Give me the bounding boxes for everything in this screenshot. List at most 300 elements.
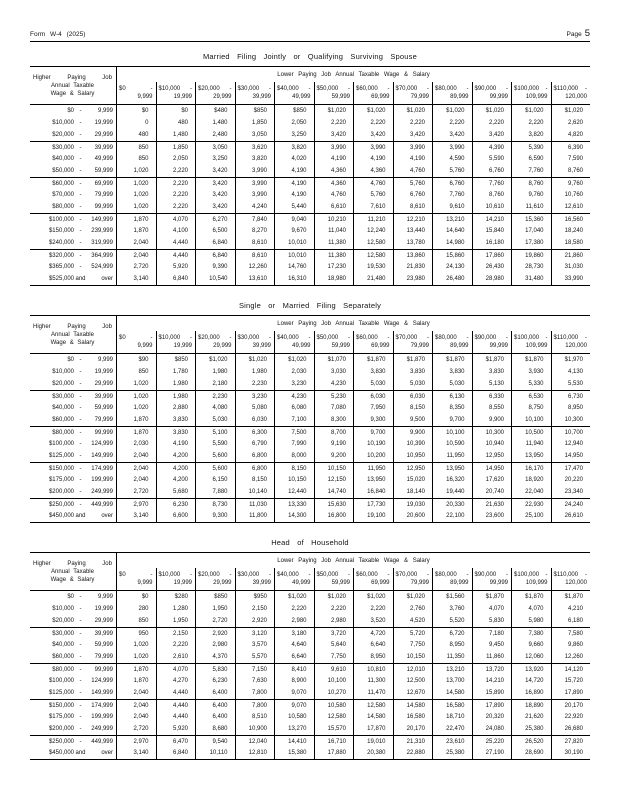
table-row bbox=[30, 213, 590, 225]
wage-cell: 5,920 bbox=[156, 261, 196, 273]
row-label-lower-bound: $320,000 bbox=[48, 253, 74, 259]
wage-cell: 850 bbox=[116, 366, 156, 378]
row-label-lower-bound: $150,000 bbox=[48, 228, 74, 234]
wage-cell: 8,950 bbox=[353, 651, 393, 663]
wage-cell: 12,940 bbox=[551, 438, 591, 450]
wage-cell: 6,600 bbox=[156, 510, 196, 522]
wage-cell: $1,870 bbox=[432, 354, 472, 366]
row-label-separator: - bbox=[79, 714, 82, 720]
wage-cell: $1,560 bbox=[432, 591, 472, 603]
wage-cell: 16,320 bbox=[432, 474, 472, 486]
wage-cell: 10,010 bbox=[274, 250, 314, 262]
wage-cell: 4,720 bbox=[353, 628, 393, 640]
wage-cell: $1,020 bbox=[393, 105, 433, 117]
wage-cell: 5,760 bbox=[393, 178, 433, 190]
wage-cell: 10,300 bbox=[551, 414, 591, 426]
higher-header-line3: Wage & Salary bbox=[50, 339, 95, 346]
table-row bbox=[30, 426, 590, 438]
table-row bbox=[30, 450, 590, 462]
wage-cell: 4,820 bbox=[551, 129, 591, 141]
wage-cell: 2,230 bbox=[195, 391, 235, 403]
wage-cell: 2,050 bbox=[274, 117, 314, 129]
row-label-lower-bound: $20,000 bbox=[52, 381, 74, 387]
wage-cell: 5,830 bbox=[472, 615, 512, 627]
row-label-upper-bound: 249,999 bbox=[91, 726, 113, 732]
wage-cell: 8,610 bbox=[393, 201, 433, 213]
col-header-lower-bound: $30,000 bbox=[237, 572, 260, 578]
wage-cell: $280 bbox=[156, 591, 196, 603]
col-header-upper-bound: 99,999 bbox=[489, 94, 508, 100]
wage-cell: 2,030 bbox=[274, 366, 314, 378]
col-header-range-start bbox=[198, 572, 232, 578]
col-header bbox=[195, 82, 235, 104]
col-header-upper-bound: 89,999 bbox=[450, 580, 469, 586]
higher-header-word: Paying bbox=[67, 560, 86, 567]
wage-cell: 11,030 bbox=[235, 499, 275, 511]
wage-cell: 17,620 bbox=[472, 474, 512, 486]
wage-cell: 9,390 bbox=[195, 261, 235, 273]
wage-cell: 6,840 bbox=[195, 237, 235, 249]
wage-cell: 2,040 bbox=[116, 250, 156, 262]
col-header-upper-bound: 89,999 bbox=[450, 343, 469, 349]
row-label-upper-bound: 199,999 bbox=[91, 477, 113, 483]
range-dash: - bbox=[150, 335, 153, 341]
col-header-range-start bbox=[514, 572, 548, 578]
col-header bbox=[116, 331, 156, 353]
higher-header-line1 bbox=[33, 561, 112, 567]
wage-cell: 23,340 bbox=[551, 486, 591, 498]
col-header-range-start bbox=[238, 86, 272, 92]
wage-cell: 11,940 bbox=[511, 438, 551, 450]
col-header-range-start bbox=[238, 572, 272, 578]
wage-cell: 8,150 bbox=[393, 402, 433, 414]
wage-cell: 13,440 bbox=[393, 225, 433, 237]
wage-cell: 2,610 bbox=[156, 651, 196, 663]
wage-cell: 6,790 bbox=[235, 438, 275, 450]
range-dash: - bbox=[585, 572, 587, 578]
wage-cell: 4,200 bbox=[156, 450, 196, 462]
wage-cell: 4,190 bbox=[314, 153, 354, 165]
wage-cell: 17,380 bbox=[511, 237, 551, 249]
wage-cell: 5,100 bbox=[195, 427, 235, 439]
range-dash: - bbox=[585, 86, 587, 92]
row-label-lower-bound: $30,000 bbox=[52, 145, 74, 151]
col-header-lower-bound: $110,000 bbox=[553, 86, 579, 92]
wage-cell: 4,760 bbox=[393, 165, 433, 177]
range-dash: - bbox=[387, 335, 390, 341]
range-dash: - bbox=[150, 86, 153, 92]
wage-cell: 8,900 bbox=[274, 675, 314, 687]
wage-cell: 15,860 bbox=[432, 250, 472, 262]
wage-cell: 33,990 bbox=[551, 273, 591, 285]
row-label-separator: - bbox=[79, 441, 82, 447]
row-label bbox=[30, 675, 116, 687]
col-header-upper-bound: 109,999 bbox=[525, 94, 548, 100]
table-row bbox=[30, 438, 590, 450]
wage-cell: $1,020 bbox=[314, 591, 354, 603]
row-label-upper-bound: 79,999 bbox=[94, 417, 113, 423]
row-label-upper-bound: 9,999 bbox=[97, 108, 113, 114]
table-row bbox=[30, 498, 590, 510]
col-header-range-start bbox=[119, 572, 153, 578]
col-header bbox=[472, 82, 512, 104]
table-header bbox=[30, 553, 590, 591]
row-label-upper-bound: 69,999 bbox=[94, 181, 113, 187]
row-label-lower-bound: $80,000 bbox=[52, 667, 74, 673]
row-label-lower-bound: $80,000 bbox=[52, 430, 74, 436]
wage-cell: 14,950 bbox=[551, 450, 591, 462]
col-header-lower-bound: $0 bbox=[119, 335, 126, 341]
wage-cell: 10,760 bbox=[551, 189, 591, 201]
wage-cell: 12,260 bbox=[235, 261, 275, 273]
wage-cell: 10,900 bbox=[235, 723, 275, 735]
row-label-separator: - bbox=[79, 228, 82, 234]
wage-cell: 2,220 bbox=[511, 117, 551, 129]
wage-cell: 25,100 bbox=[511, 510, 551, 522]
higher-header-word: Job bbox=[102, 323, 112, 330]
row-label bbox=[30, 639, 116, 651]
row-label-upper-bound: 319,999 bbox=[91, 240, 113, 246]
wage-cell: 8,350 bbox=[432, 402, 472, 414]
row-label-upper-bound: 59,999 bbox=[94, 168, 113, 174]
row-label-upper-bound: 29,999 bbox=[94, 618, 113, 624]
wage-cell: 2,040 bbox=[116, 711, 156, 723]
wage-cell: 10,950 bbox=[393, 450, 433, 462]
wage-cell: 6,840 bbox=[156, 747, 196, 759]
row-label-lower-bound: $125,000 bbox=[48, 690, 74, 696]
row-label-separator: - bbox=[79, 132, 82, 138]
wage-cell: 9,900 bbox=[472, 414, 512, 426]
wage-cell: 18,980 bbox=[314, 273, 354, 285]
wage-cell: 2,720 bbox=[116, 486, 156, 498]
wage-cell: 480 bbox=[156, 117, 196, 129]
wage-cell: 3,990 bbox=[314, 142, 354, 154]
wage-cell: 6,230 bbox=[195, 675, 235, 687]
wage-cell: 15,720 bbox=[551, 675, 591, 687]
table-row bbox=[30, 675, 590, 687]
col-header-upper-bound: 49,999 bbox=[292, 343, 311, 349]
wage-cell: 2,720 bbox=[116, 723, 156, 735]
wage-cell: 11,860 bbox=[472, 651, 512, 663]
wage-cell: 4,190 bbox=[156, 438, 196, 450]
col-header-lower-bound: $10,000 bbox=[158, 572, 181, 578]
wage-cell: $0 bbox=[116, 591, 156, 603]
wage-cell: 4,070 bbox=[156, 664, 196, 676]
row-label-separator: - bbox=[79, 204, 82, 210]
row-label bbox=[30, 402, 116, 414]
section-title: Single or Married Filing Separately bbox=[238, 301, 382, 310]
wage-cell: 20,380 bbox=[353, 747, 393, 759]
row-label-lower-bound: $250,000 bbox=[48, 502, 74, 508]
row-label-separator: - bbox=[79, 145, 82, 151]
wage-cell: 23,980 bbox=[393, 273, 433, 285]
wage-cell: 18,710 bbox=[432, 711, 472, 723]
row-label-separator: - bbox=[79, 489, 82, 495]
row-label-lower-bound: $150,000 bbox=[48, 703, 74, 709]
wage-cell: 4,200 bbox=[156, 474, 196, 486]
range-dash: - bbox=[506, 86, 508, 92]
wage-cell: 1,850 bbox=[235, 117, 275, 129]
table-row bbox=[30, 117, 590, 129]
wage-cell: 28,730 bbox=[511, 261, 551, 273]
row-label-upper-bound: 79,999 bbox=[94, 192, 113, 198]
row-label-lower-bound: $0 bbox=[67, 108, 74, 114]
col-header-range-start bbox=[554, 572, 588, 578]
col-header-range-start bbox=[356, 335, 390, 341]
row-label-upper-bound: 59,999 bbox=[94, 642, 113, 648]
wage-cell: 4,360 bbox=[314, 178, 354, 190]
wage-cell: 2,880 bbox=[156, 402, 196, 414]
col-header-lower-bound: $90,000 bbox=[474, 335, 497, 341]
row-label-separator: - bbox=[79, 240, 82, 246]
wage-cell: $1,020 bbox=[511, 105, 551, 117]
wage-cell: 7,610 bbox=[353, 201, 393, 213]
wage-cell: 18,240 bbox=[551, 225, 591, 237]
range-dash: - bbox=[427, 572, 429, 578]
row-label-lower-bound: $20,000 bbox=[52, 618, 74, 624]
wage-cell: 2,040 bbox=[116, 700, 156, 712]
wage-cell: 7,800 bbox=[235, 700, 275, 712]
row-label-upper-bound: 149,999 bbox=[91, 217, 113, 223]
wage-cell: 8,300 bbox=[314, 414, 354, 426]
row-label bbox=[30, 165, 116, 177]
col-header-upper-bound: 69,999 bbox=[371, 580, 390, 586]
col-header-range-start bbox=[396, 572, 430, 578]
wage-cell: 1,870 bbox=[116, 427, 156, 439]
wage-cell: 6,270 bbox=[195, 214, 235, 226]
col-header bbox=[472, 568, 512, 590]
row-label-separator: - bbox=[79, 502, 82, 508]
row-label-separator: - bbox=[79, 726, 82, 732]
wage-cell: 11,380 bbox=[314, 237, 354, 249]
row-label-separator: - bbox=[79, 394, 82, 400]
wage-cell: 4,190 bbox=[393, 153, 433, 165]
wage-cell: 4,760 bbox=[314, 189, 354, 201]
wage-cell: 12,670 bbox=[393, 687, 433, 699]
wage-cell: 16,180 bbox=[472, 237, 512, 249]
row-label-separator: - bbox=[79, 678, 82, 684]
row-label-upper-bound: 9,999 bbox=[97, 594, 113, 600]
wage-cell: 1,020 bbox=[116, 639, 156, 651]
wage-cell: 25,220 bbox=[472, 736, 512, 748]
wage-cell: $1,020 bbox=[274, 591, 314, 603]
wage-cell: 4,760 bbox=[353, 178, 393, 190]
wage-cell: 12,440 bbox=[274, 486, 314, 498]
wage-cell: $1,020 bbox=[432, 105, 472, 117]
table-row bbox=[30, 639, 590, 651]
wage-cell: 16,580 bbox=[393, 711, 433, 723]
wage-cell: 5,230 bbox=[314, 391, 354, 403]
row-label-upper-bound: 174,999 bbox=[91, 466, 113, 472]
wage-cell: 8,950 bbox=[551, 402, 591, 414]
wage-cell: 1,020 bbox=[116, 178, 156, 190]
wage-cell: $850 bbox=[274, 105, 314, 117]
wage-cell: 13,330 bbox=[274, 499, 314, 511]
col-header-lower-bound: $90,000 bbox=[474, 572, 497, 578]
wage-cell: 2,220 bbox=[156, 189, 196, 201]
col-header-lower-bound: $40,000 bbox=[277, 572, 299, 578]
col-header-lower-bound: $80,000 bbox=[435, 572, 457, 578]
wage-cell: 5,330 bbox=[511, 378, 551, 390]
wage-cell: 13,700 bbox=[432, 675, 472, 687]
col-header bbox=[235, 568, 275, 590]
wage-cell: 11,350 bbox=[432, 651, 472, 663]
wage-cell: $1,870 bbox=[551, 591, 591, 603]
row-label-upper-bound: 124,999 bbox=[91, 441, 113, 447]
wage-cell: $1,020 bbox=[353, 105, 393, 117]
col-header-lower-bound: $10,000 bbox=[158, 335, 181, 341]
row-label-separator: - bbox=[79, 430, 82, 436]
wage-cell: 3,760 bbox=[432, 603, 472, 615]
wage-cell: 1,870 bbox=[116, 675, 156, 687]
col-header bbox=[551, 568, 591, 590]
table-row bbox=[30, 129, 590, 141]
wage-cell: 5,030 bbox=[353, 378, 393, 390]
wage-cell: 1,020 bbox=[116, 402, 156, 414]
wage-cell: 12,210 bbox=[393, 214, 433, 226]
table-header bbox=[30, 316, 590, 354]
table-row bbox=[30, 261, 590, 273]
wage-cell: 5,080 bbox=[235, 402, 275, 414]
wage-cell: 12,150 bbox=[314, 474, 354, 486]
higher-paying-job-header bbox=[30, 316, 116, 353]
wage-cell: 19,440 bbox=[432, 486, 472, 498]
wage-cell: $850 bbox=[156, 354, 196, 366]
wage-cell: 4,230 bbox=[314, 378, 354, 390]
wage-cell: 7,760 bbox=[432, 189, 472, 201]
row-label-lower-bound: $150,000 bbox=[48, 466, 74, 472]
wage-cell: 5,600 bbox=[195, 463, 235, 475]
row-label-separator: - bbox=[79, 417, 82, 423]
wage-cell: 5,520 bbox=[432, 615, 472, 627]
col-header-upper-bound: 39,999 bbox=[252, 94, 271, 100]
col-header-lower-bound: $40,000 bbox=[277, 335, 299, 341]
wage-cell: 16,710 bbox=[314, 736, 354, 748]
col-header-upper-bound: 39,999 bbox=[252, 343, 271, 349]
row-label-separator: - bbox=[79, 381, 82, 387]
wage-cell: 26,520 bbox=[511, 736, 551, 748]
range-dash: - bbox=[427, 335, 429, 341]
wage-cell: 16,560 bbox=[551, 214, 591, 226]
wage-cell: 10,540 bbox=[195, 273, 235, 285]
wage-cell: 1,280 bbox=[156, 603, 196, 615]
row-label-upper-bound: 19,999 bbox=[94, 606, 113, 612]
wage-cell: 1,020 bbox=[116, 378, 156, 390]
section-title: Head of Household bbox=[271, 538, 349, 547]
col-header-range-start bbox=[356, 572, 390, 578]
wage-table-section bbox=[30, 301, 590, 523]
wage-cell: 6,840 bbox=[195, 250, 235, 262]
wage-cell: 9,300 bbox=[353, 414, 393, 426]
wage-cell: 11,210 bbox=[353, 214, 393, 226]
wage-cell: 6,590 bbox=[511, 153, 551, 165]
table-row bbox=[30, 141, 590, 153]
wage-cell: 8,760 bbox=[472, 189, 512, 201]
lower-paying-job-header: Lower Paying Job Annual Taxable Wage & Salary bbox=[116, 553, 590, 568]
wage-cell: 12,580 bbox=[353, 250, 393, 262]
wage-cell: 21,630 bbox=[472, 499, 512, 511]
wage-cell: 0 bbox=[116, 117, 156, 129]
wage-cell: 14,760 bbox=[274, 261, 314, 273]
wage-table bbox=[30, 315, 590, 523]
wage-cell: 2,980 bbox=[195, 639, 235, 651]
wage-cell: 2,720 bbox=[116, 261, 156, 273]
wage-cell: 2,220 bbox=[314, 603, 354, 615]
higher-header-word: Paying bbox=[67, 323, 86, 330]
wage-cell: 5,030 bbox=[432, 378, 472, 390]
wage-cell: 24,080 bbox=[472, 723, 512, 735]
wage-cell: 10,500 bbox=[511, 427, 551, 439]
wage-cell: 21,480 bbox=[353, 273, 393, 285]
table-row bbox=[30, 378, 590, 390]
wage-cell: 11,470 bbox=[353, 687, 393, 699]
higher-paying-job-header bbox=[30, 67, 116, 104]
col-header-lower-bound: $80,000 bbox=[435, 86, 457, 92]
wage-cell: 17,230 bbox=[314, 261, 354, 273]
row-label-separator: - bbox=[79, 606, 82, 612]
col-header-upper-bound: 69,999 bbox=[371, 94, 390, 100]
wage-cell: 1,870 bbox=[116, 414, 156, 426]
table-row bbox=[30, 189, 590, 201]
col-header-range-start bbox=[475, 572, 509, 578]
col-header-upper-bound: 19,999 bbox=[173, 343, 192, 349]
col-header-upper-bound: 79,999 bbox=[410, 94, 429, 100]
wage-cell: 22,040 bbox=[511, 486, 551, 498]
wage-tables-container bbox=[30, 52, 590, 760]
wage-cell: 5,600 bbox=[195, 450, 235, 462]
wage-cell: 3,420 bbox=[432, 129, 472, 141]
row-label-lower-bound: $60,000 bbox=[52, 181, 74, 187]
row-label-lower-bound: $60,000 bbox=[52, 417, 74, 423]
wage-cell: 12,950 bbox=[393, 463, 433, 475]
higher-header-line1 bbox=[33, 75, 112, 81]
row-label-lower-bound: $60,000 bbox=[52, 654, 74, 660]
higher-header-line3: Wage & Salary bbox=[50, 576, 95, 583]
wage-cell: 2,220 bbox=[274, 603, 314, 615]
wage-cell: 6,760 bbox=[472, 165, 512, 177]
form-id-label: Form W-4 (2025) bbox=[30, 31, 86, 38]
wage-cell: 4,200 bbox=[156, 463, 196, 475]
wage-cell: 15,360 bbox=[511, 214, 551, 226]
col-header-upper-bound: 29,999 bbox=[213, 343, 232, 349]
range-dash: - bbox=[308, 572, 311, 578]
row-label-lower-bound: $10,000 bbox=[52, 120, 74, 126]
row-label-lower-bound: $10,000 bbox=[52, 369, 74, 375]
col-header-lower-bound: $30,000 bbox=[237, 86, 260, 92]
wage-cell: 2,220 bbox=[353, 117, 393, 129]
wage-cell: 3,250 bbox=[195, 153, 235, 165]
row-label-lower-bound: $0 bbox=[67, 594, 74, 600]
wage-cell: 10,200 bbox=[353, 450, 393, 462]
col-header-lower-bound: $60,000 bbox=[356, 335, 378, 341]
col-header-lower-bound: $50,000 bbox=[316, 335, 339, 341]
wage-cell: 14,740 bbox=[314, 486, 354, 498]
wage-cell: 20,220 bbox=[551, 474, 591, 486]
wage-cell: 4,130 bbox=[551, 366, 591, 378]
section-title: Married Filing Jointly or Qualifying Surviving Spouse bbox=[202, 52, 417, 61]
wage-cell: 14,720 bbox=[511, 675, 551, 687]
wage-cell: 21,620 bbox=[511, 711, 551, 723]
wage-cell: 10,270 bbox=[314, 687, 354, 699]
col-header-range-start bbox=[159, 335, 193, 341]
wage-cell: 1,870 bbox=[116, 664, 156, 676]
row-label-lower-bound: $200,000 bbox=[48, 726, 74, 732]
wage-cell: 7,630 bbox=[235, 675, 275, 687]
wage-cell: 5,720 bbox=[393, 628, 433, 640]
wage-cell: 17,730 bbox=[353, 499, 393, 511]
wage-cell: 2,150 bbox=[156, 628, 196, 640]
row-label-lower-bound: $100,000 bbox=[48, 678, 74, 684]
